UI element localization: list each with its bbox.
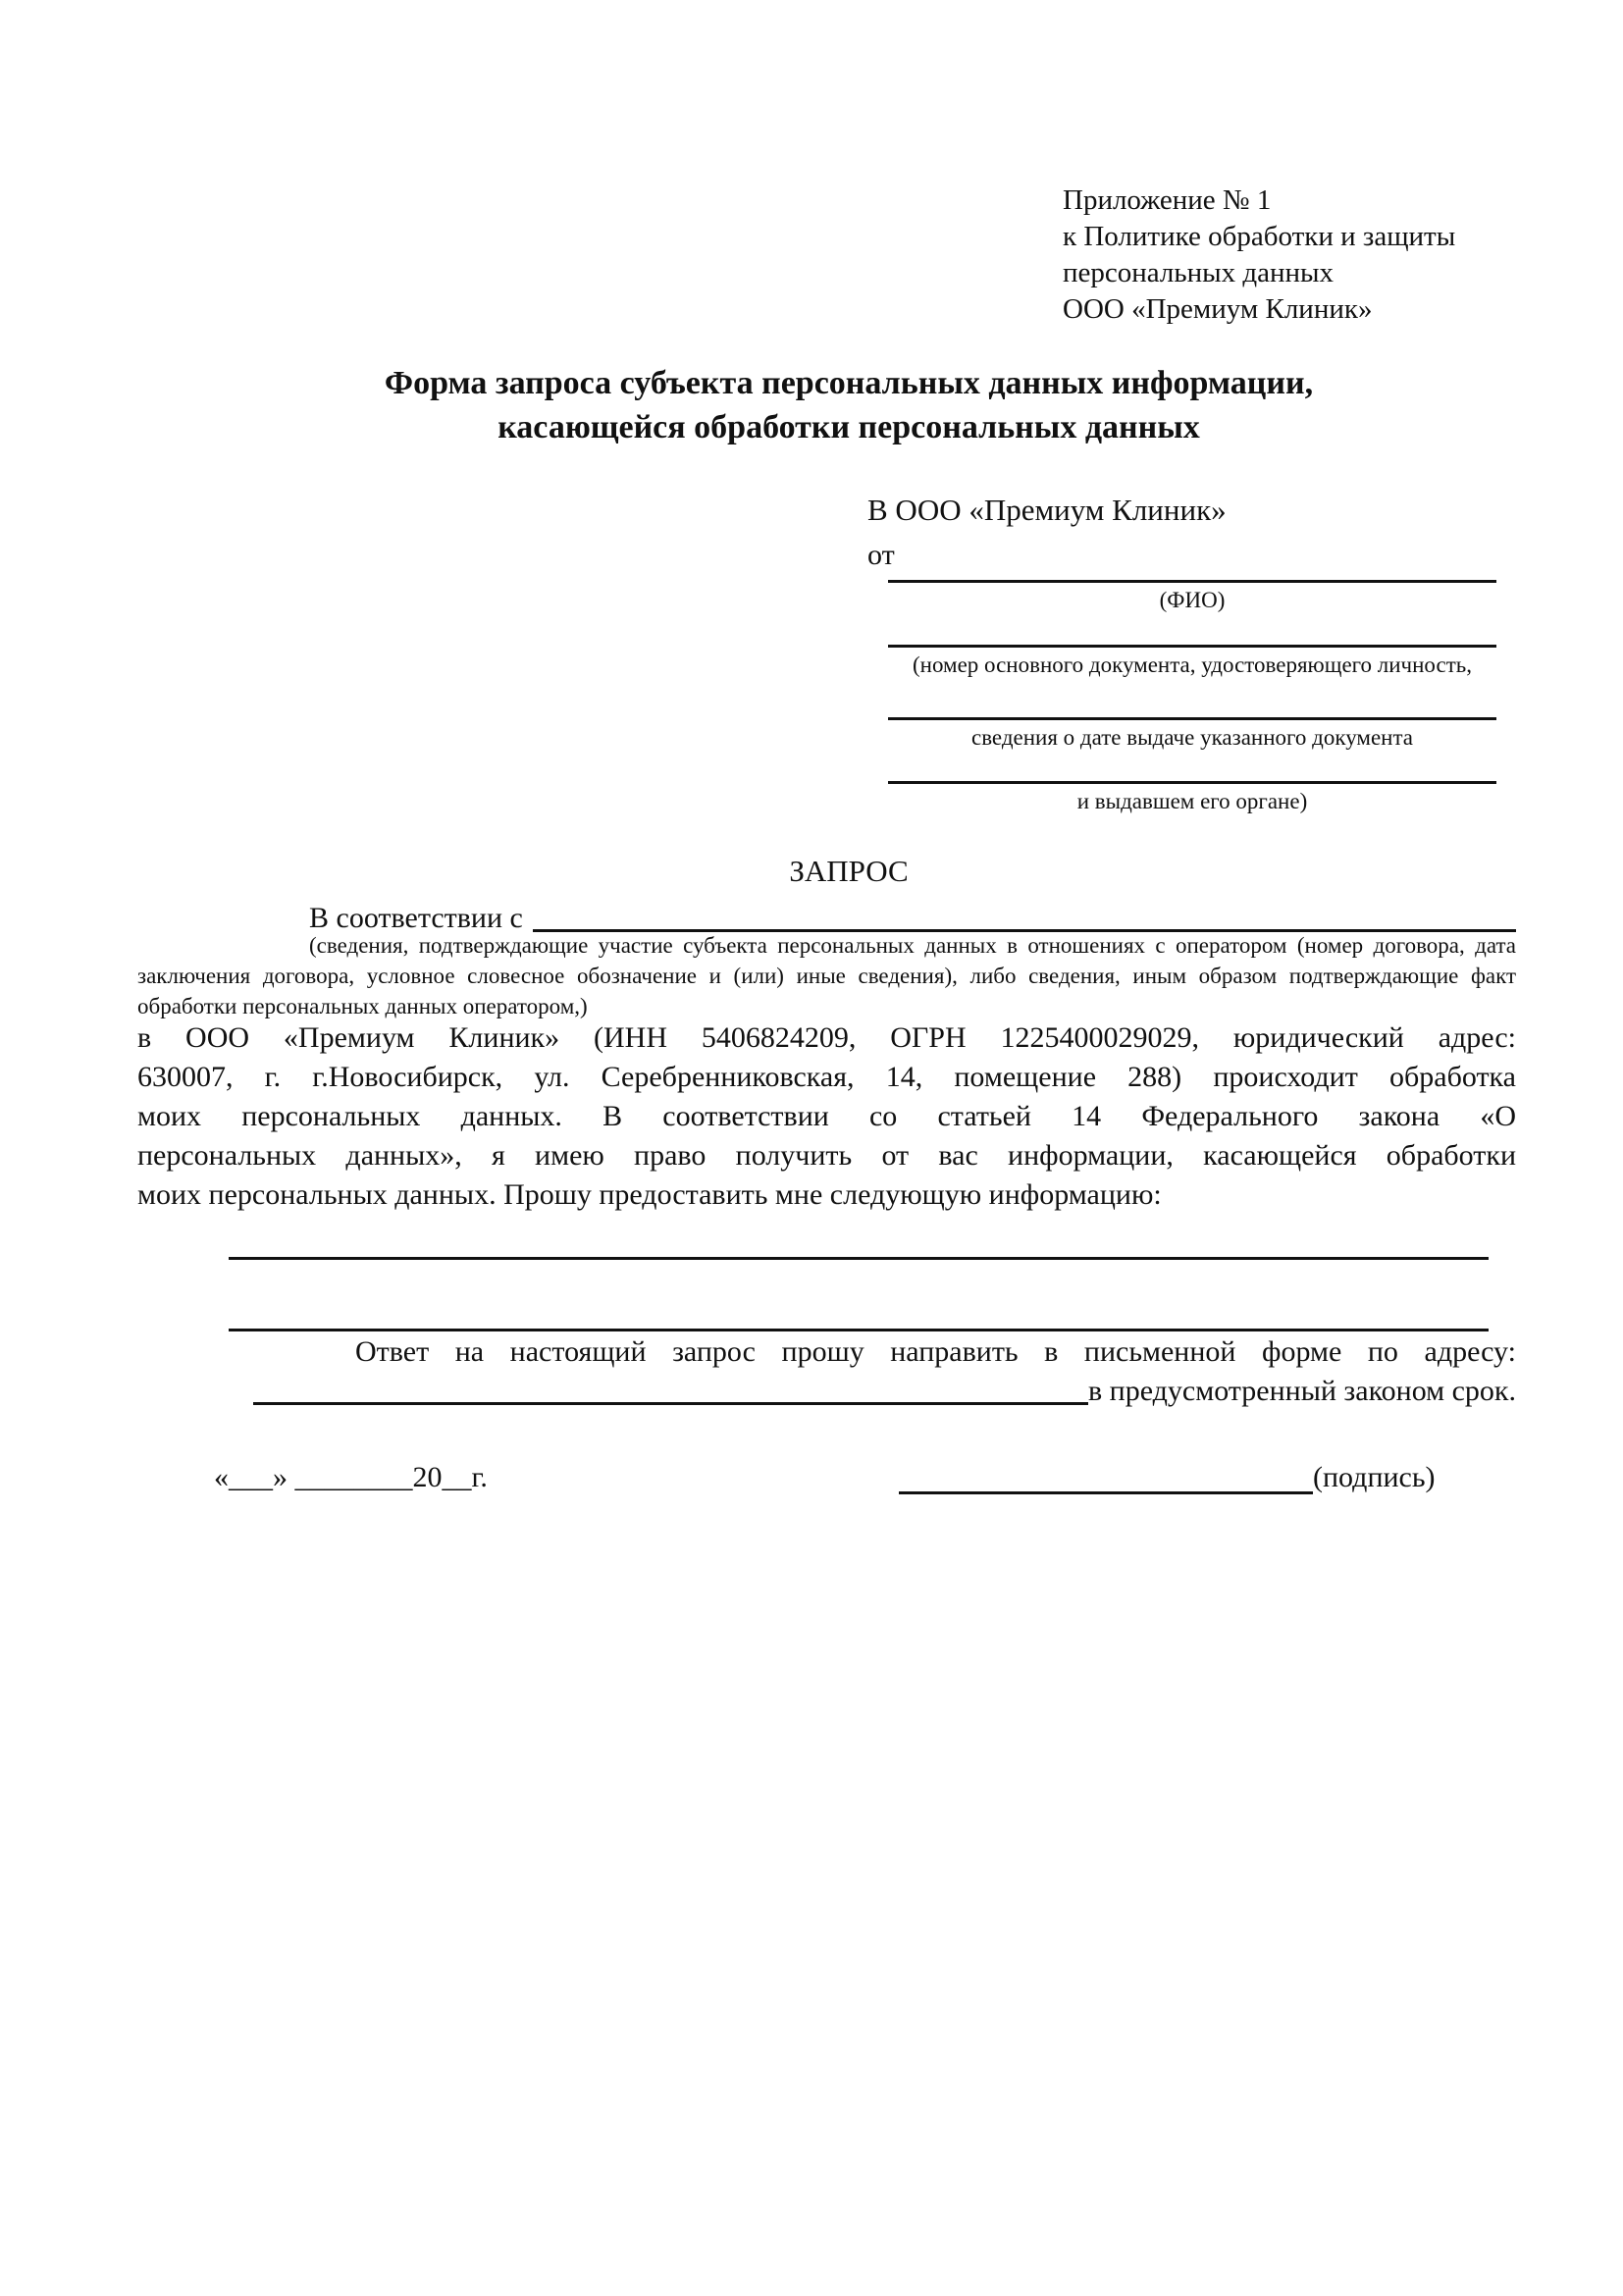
address-fill-line xyxy=(253,1402,1088,1405)
fio-caption: (ФИО) xyxy=(1159,588,1226,612)
appendix-block xyxy=(1063,183,1455,328)
recipient-to: В ООО «Премиум Клиник» xyxy=(867,493,1227,527)
document-title xyxy=(137,361,1560,449)
request-body-line: в ООО «Премиум Клиник» (ИНН 5406824209, ОГРН 1225400029029, юридический адрес: xyxy=(137,1021,1516,1054)
fine-print xyxy=(137,930,1516,1021)
issue-date-fill-line xyxy=(888,717,1496,720)
recipient-from-label: от xyxy=(867,539,895,571)
info-fill-line-2 xyxy=(229,1329,1489,1331)
document-title-line: Форма запроса субъекта персональных данных информации, xyxy=(384,365,1314,401)
document-title-line: касающейся обработки персональных данных xyxy=(497,409,1200,445)
issue-date-caption: сведения о дате выдаче указанного документа xyxy=(970,725,1414,750)
fine-print-line: обработки персональных данных оператором,) xyxy=(137,994,588,1018)
appendix-line: ООО «Премиум Клиник» xyxy=(1063,293,1373,325)
signature-fill-line xyxy=(899,1458,1313,1494)
request-body-line: моих персональных данных. Прошу предоставить мне следующую информацию: xyxy=(137,1178,1162,1211)
request-body-line: моих персональных данных. В соответствии со статьей 14 Федерального закона «О xyxy=(137,1100,1516,1132)
request-body-line: 630007, г. г.Новосибирск, ул. Серебренниковская, 14, помещение 288) происходит обработка xyxy=(137,1061,1516,1093)
appendix-line: Приложение № 1 xyxy=(1063,184,1272,216)
date-blank: «___» ________20__г. xyxy=(214,1461,488,1493)
signature-caption: (подпись) xyxy=(1313,1461,1436,1493)
issuer-caption: и выдавшем его органе) xyxy=(1076,789,1308,813)
reply-tail: в предусмотренный законом срок. xyxy=(1088,1375,1516,1407)
fine-print-line: (сведения, подтверждающие участие субъекта персональных данных в отношениях с оператором (номер договора, дата xyxy=(309,933,1516,958)
appendix-line: персональных данных xyxy=(1063,257,1335,288)
document-number-fill-line xyxy=(888,645,1496,648)
fio-fill-line xyxy=(888,580,1496,583)
reply-address-row xyxy=(253,1372,1516,1411)
document-number-caption: (номер основного документа, удостоверяющего личность, xyxy=(912,652,1472,677)
fine-print-line: заключения договора, условное словесное обозначение и (или) иные сведения), либо сведения, иным образом подтверждающие факт xyxy=(137,964,1516,988)
issuer-fill-line xyxy=(888,781,1496,784)
reply-sentence: Ответ на настоящий запрос прошу направить в письменной форме по адресу: xyxy=(355,1335,1516,1368)
request-body xyxy=(137,1018,1516,1215)
request-body-line: персональных данных», я имею право получить от вас информации, касающейся обработки xyxy=(137,1139,1516,1172)
request-heading: ЗАПРОС xyxy=(789,854,909,888)
info-fill-line-1 xyxy=(229,1257,1489,1260)
intro-prefix: В соответствии с xyxy=(309,902,523,934)
appendix-line: к Политике обработки и защиты xyxy=(1063,221,1456,252)
